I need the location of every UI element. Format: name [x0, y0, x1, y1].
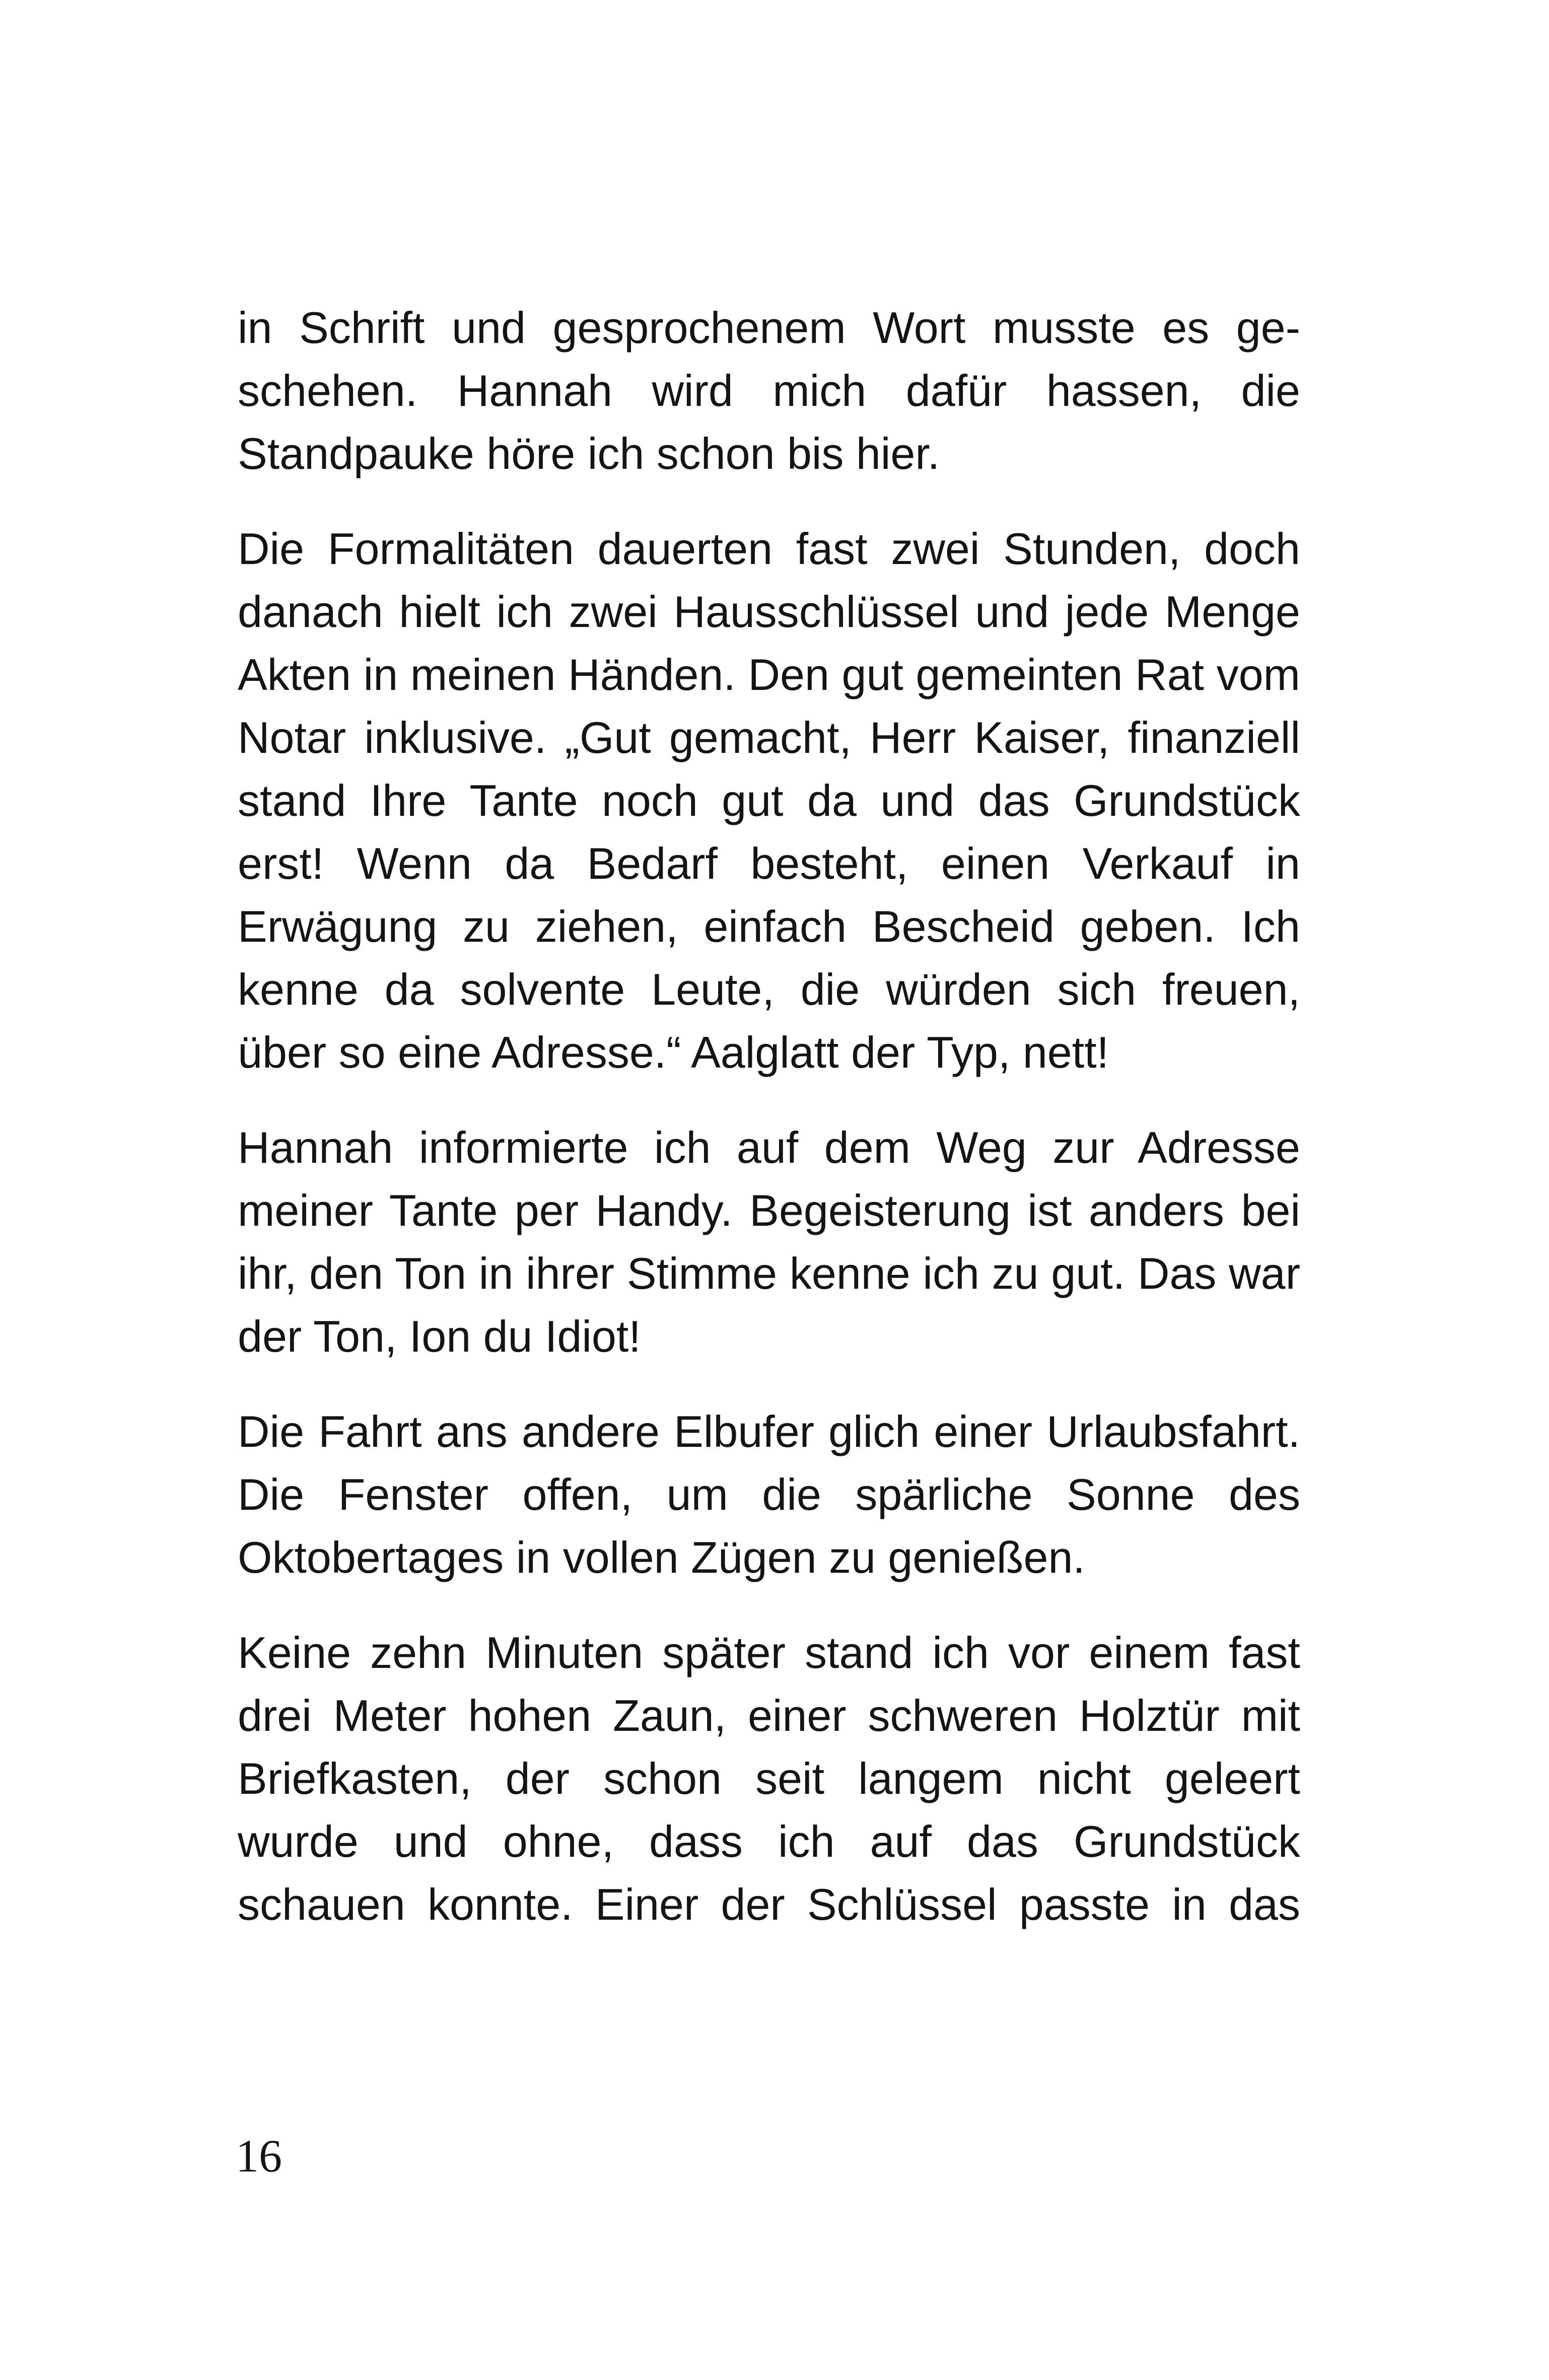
body-text: [238, 296, 1300, 1936]
paragraph-2: Die Formalitäten dauerten fast zwei Stunden, doch danach hielt ich zwei Hausschlüssel und jede Menge Akten in meinen Händen. Den gut gemeinten Rat vom Notar inklusive. „Gut gemacht, Herr Kaiser, finanziell stand Ihre Tante noch gut da und das Grundstück erst! Wenn da Bedarf besteht, einen Verkauf in Erwägung zu ziehen, einfach Bescheid geben. Ich kenne da solvente Leute, die würden sich freuen, über so eine Adresse.“ Aalglatt der Typ, nett!: [238, 524, 1300, 1077]
paragraph-3: Hannah informierte ich auf dem Weg zur Adresse meiner Tante per Handy. Begeisterung ist anders bei ihr, den Ton in ihrer Stimme kenne ich zu gut. Das war der Ton, Ion du Idiot!: [238, 1123, 1300, 1361]
paragraph-5: Keine zehn Minuten später stand ich vor einem fast drei Meter hohen Zaun, einer schweren Holztür mit Briefkasten, der schon seit langem nicht geleert wurde und ohne, dass ich auf das Grundstück schauen konnte. Einer der Schlüssel passte in das: [238, 1628, 1300, 1929]
paragraph-4: Die Fahrt ans andere Elbufer glich einer Urlaubsfahrt. Die Fenster offen, um die spärliche Sonne des Oktobertages in vollen Zügen zu genießen.: [238, 1407, 1300, 1582]
paragraph-1: in Schrift und gesprochenem Wort musste es geschehen. Hannah wird mich dafür hassen, die Standpauke höre ich schon bis hier.: [238, 303, 1300, 478]
page-number: 16: [236, 2130, 282, 2182]
